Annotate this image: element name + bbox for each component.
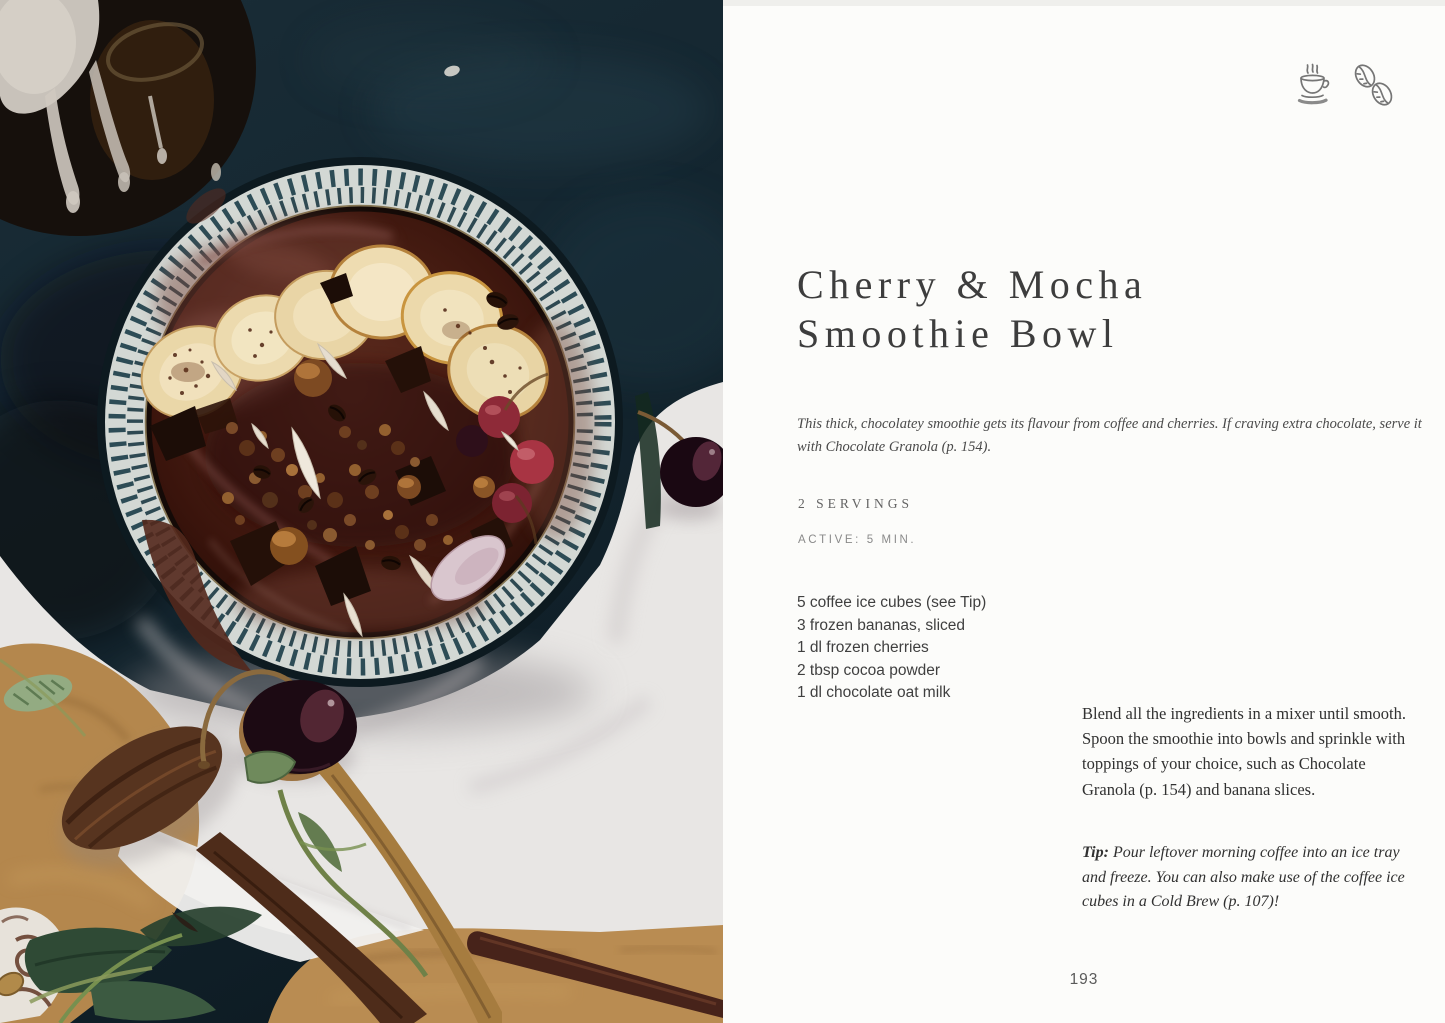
page-number: 193 <box>1069 971 1099 988</box>
recipe-intro: This thick, chocolatey smoothie gets its flavour from coffee and cherries. If craving extra chocolate, serve it with Chocolate Granola (p. 154). <box>797 416 1422 455</box>
recipe-instructions: Blend all the ingredients in a mixer until smooth. Spoon the smoothie into bowls and sprinkle with toppings of your choice, such as Chocolate Granola (p. 154) and banana slices. <box>1082 704 1406 799</box>
recipe-category-icons <box>1293 62 1397 112</box>
ingredient-list <box>797 592 986 705</box>
ingredient-item: 3 frozen bananas, sliced <box>797 616 966 634</box>
recipe-tip <box>1082 841 1408 915</box>
recipe-page <box>723 0 1445 1023</box>
coffee-beans-icon <box>1351 62 1397 112</box>
recipe-title-line2: Smoothie Bowl <box>797 311 1119 356</box>
smoothie-bowl <box>97 157 623 687</box>
recipe-title <box>797 260 1147 358</box>
ingredient-item: 2 tbsp cocoa powder <box>797 661 941 679</box>
ingredient-item: 5 coffee ice cubes (see Tip) <box>797 594 987 611</box>
recipe-title-line1: Cherry & Mocha <box>797 262 1148 307</box>
ingredient-item: 1 dl frozen cherries <box>797 639 929 657</box>
servings-label: 2 SERVINGS <box>798 496 914 511</box>
ingredient-item: 1 dl chocolate oat milk <box>797 684 951 702</box>
tip-label: Tip: <box>1082 844 1109 861</box>
active-time-label: ACTIVE: 5 MIN. <box>798 534 917 546</box>
tip-text: Pour leftover morning coffee into an ice tray and freeze. You can also make use of the coffee ice cubes in a Cold Brew (p. 107)! <box>1082 844 1405 911</box>
coffee-cup-icon <box>1293 62 1333 110</box>
